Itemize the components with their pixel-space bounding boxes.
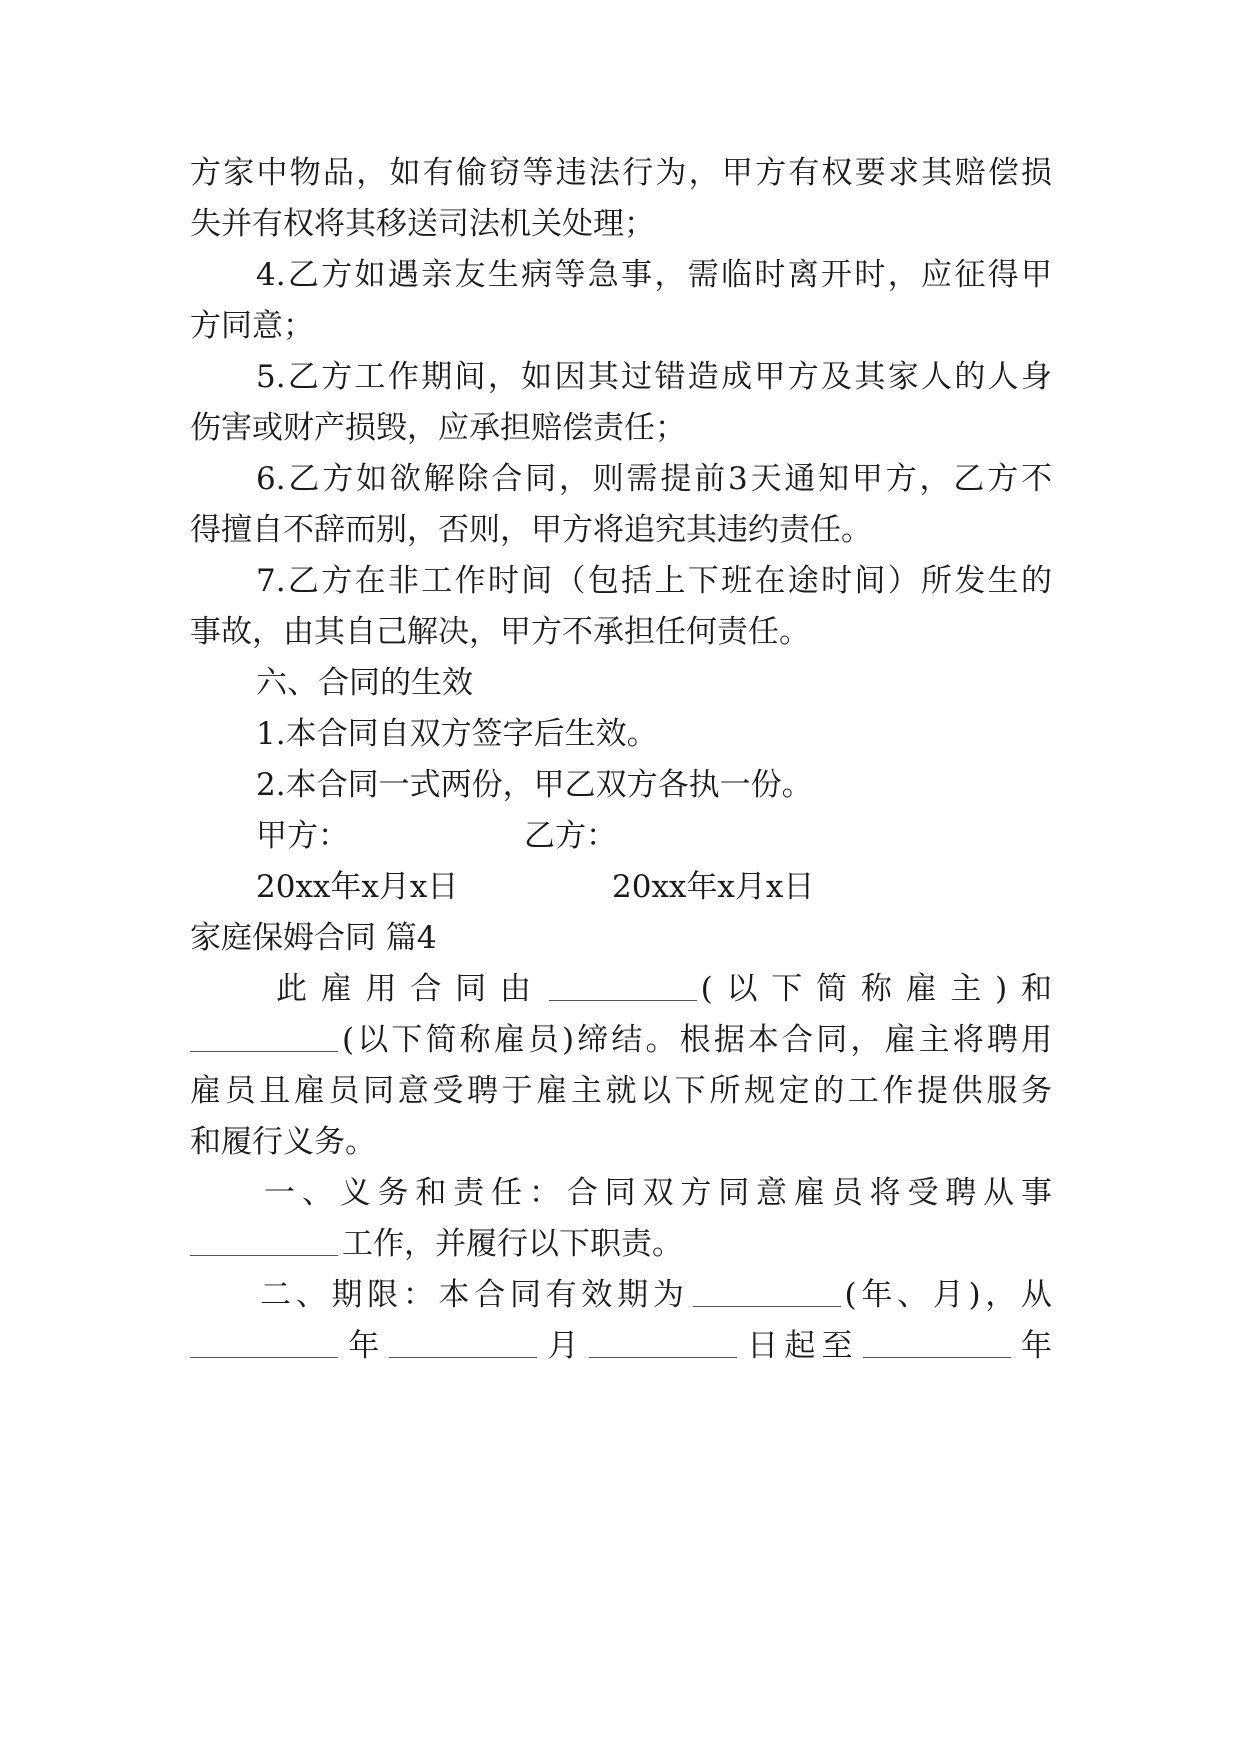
text-span: (年、月)，从 [844, 1277, 1052, 1313]
text-span: (以下简称雇主)和 [700, 971, 1052, 1007]
text-span: 此雇用合同由 [276, 971, 545, 1007]
text-span: 工作，并履行以下职责。 [342, 1226, 683, 1262]
text-line [260, 1275, 1052, 1315]
date-party-b: 20xx年x月x日 [612, 869, 815, 905]
text-span: 二、期限：本合同有效期为 [260, 1277, 689, 1313]
text-span: 年 [1014, 1328, 1053, 1364]
fill-blank [389, 1356, 537, 1358]
text-line: 伤害或财产损毁，应承担赔偿责任； [190, 410, 686, 446]
text-line: 失并有权将其移送司法机关处理； [190, 206, 655, 242]
signature-party-a: 甲方： [256, 818, 349, 854]
section-heading: 六、合同的生效 [256, 665, 473, 701]
signature-party-b: 乙方： [524, 818, 617, 854]
list-item: 6.乙方如欲解除合同，则需提前3天通知甲方，乙方不 [256, 461, 1052, 497]
text-line [276, 969, 1052, 1009]
text-line [190, 1326, 1052, 1366]
list-item: 2.本合同一式两份，甲乙双方各执一份。 [256, 767, 813, 803]
fill-blank [190, 1254, 338, 1256]
fill-blank [863, 1356, 1011, 1358]
fill-blank [693, 1305, 841, 1307]
text-line: 得擅自不辞而别，否则，甲方将追究其违约责任。 [190, 512, 872, 548]
list-item: 5.乙方工作期间，如因其过错造成甲方及其家人的人身 [256, 359, 1052, 395]
text-span: 日起至 [740, 1328, 859, 1364]
text-line [190, 1224, 1052, 1264]
fill-blank [589, 1356, 737, 1358]
fill-blank [549, 999, 697, 1001]
text-line [190, 1020, 1052, 1060]
section-title: 家庭保姆合同 篇4 [190, 920, 437, 956]
date-party-a: 20xx年x月x日 [256, 869, 459, 905]
text-span: (以下简称雇员)缔结。根据本合同，雇主将聘用 [342, 1022, 1052, 1058]
text-line: 方家中物品，如有偷窃等违法行为，甲方有权要求其赔偿损 [190, 155, 1052, 191]
fill-blank [190, 1050, 338, 1052]
text-line: 方同意； [190, 308, 314, 344]
list-item: 4.乙方如遇亲友生病等急事，需临时离开时，应征得甲 [256, 257, 1052, 293]
list-item: 1.本合同自双方签字后生效。 [256, 716, 658, 752]
text-line: 事故，由其自己解决，甲方不承担任何责任。 [190, 614, 810, 650]
text-span: 年 [342, 1328, 386, 1364]
text-line: 雇员且雇员同意受聘于雇主就以下所规定的工作提供服务 [190, 1073, 1052, 1109]
text-line: 和履行义务。 [190, 1124, 376, 1160]
list-item: 7.乙方在非工作时间（包括上下班在途时间）所发生的 [256, 563, 1052, 599]
text-span: 月 [541, 1328, 585, 1364]
fill-blank [190, 1356, 338, 1358]
text-line: 一、义务和责任：合同双方同意雇员将受聘从事 [264, 1175, 1052, 1211]
